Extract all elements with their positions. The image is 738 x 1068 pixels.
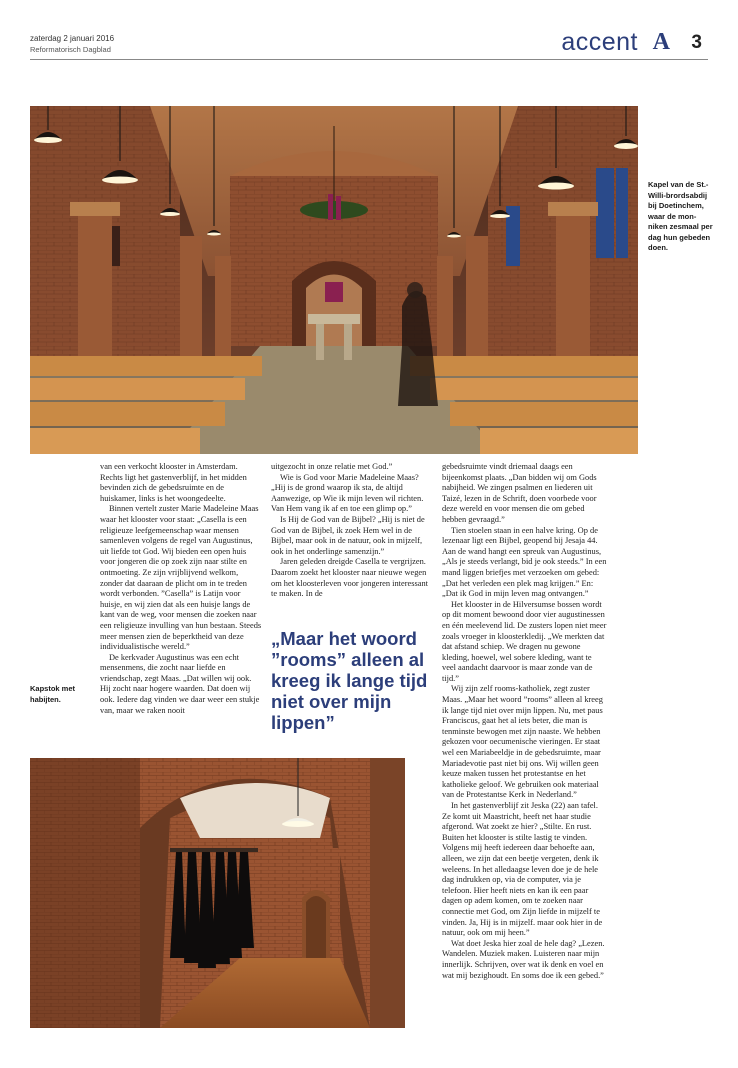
section-logo: A	[652, 29, 670, 55]
paragraph: De kerkvader Augustinus was een echt mensenmens, die zocht naar liefde en vriendschap, zegt Maas. „Dat willen wij ook. Hij zocht naar hogere waarden. Dat doen wij ook. Iedere dag vinden we daar weer een stukje van, maar we raken nooit	[100, 652, 260, 715]
chapel-caption: Kapel van de St.-Willi-brordsabdij bij Doetinchem, waar de mon-niken zesmaal per dag hun gebeden doen.	[648, 180, 713, 252]
paragraph: uitgezocht in onze relatie met God.”	[271, 462, 393, 471]
section-title: accent	[561, 28, 638, 56]
paragraph: van een verkocht klooster in Amsterdam. Rechts ligt het gastenverblijf, in het midden bevinden zich de gebedsruimte en de huiskamer, links is het woongedeelte.	[100, 462, 247, 503]
article-column-3	[442, 462, 607, 981]
paragraph: Wat doet Jeska hier zoal de hele dag? „Lezen. Wandelen. Muziek maken. Luisteren naar mijn innerlijk. Schrijven, over wat ik denk en voel en wat mij bezighoudt. En soms doe ik een gebed.”	[442, 938, 605, 980]
paragraph: Het klooster in de Hilversumse bossen wordt op dit moment bewoond door vier augustinessen en één meelevend lid. De zusters lopen niet meer zoals vroeger in kloosterkledij. „We merkten dat dat afstand schiep. We dragen nu gewone kleding, hoewel, wel sobere kleding, want te veel aandacht daarvoor is maar zonde van de tijd.”	[442, 599, 607, 683]
paragraph: Wij zijn zelf rooms-katholiek, zegt zuster Maas. „Maar het woord ”rooms” alleen al kreeg ik lange tijd niet over mijn lippen. Nu, met paus Franciscus, gaat het al iets beter, die man is tenminste bewogen met zijn naaste. We hebben gekozen voor oecumenische vieringen. Er staat wel een Mariabeeldje in de gebedsruimte, maar Mariadevotie past niet bij ons. Wij willen geen keuze maken tussen het protestantse en het katholieke geloof. We gebruiken ook materiaal van de Protestantse Kerk in Nederland.”	[442, 684, 603, 800]
masthead	[30, 30, 708, 60]
chapel-photo	[30, 106, 638, 454]
pull-quote: „Maar het woord ”rooms” alleen al kreeg ik lange tijd niet over mijn lippen”	[271, 628, 428, 733]
article-column-1	[100, 462, 262, 716]
paragraph: Tien stoelen staan in een halve kring. Op de lezenaar ligt een Bijbel, geopend bij Jesaja 44. Aan de wand hangt een spreuk van Augustinus, „Als je steeds verlangt, bid je ook steeds.” In een mand liggen briefjes met verzoeken om gebed: „Dat het verleden een plek mag krijgen.” En: „Dat ik God in mijn leven mag ontvangen.”	[442, 525, 607, 599]
newspaper-name: Reformatorisch Dagblad	[30, 45, 111, 54]
paragraph: In het gastenverblijf zit Jeska (22) aan tafel. Ze komt uit Maastricht, heeft net haar studie afgerond. Wat zoekt ze hier? „Stilte. En rust. Buiten het klooster is stilte lastig te vinden. Volgens mij heeft iedereen daar behoefte aan, alleen, we zijn dat een beetje vergeten, denk ik weleens. In het alledaagse leven doe je de hele dag indrukken op, via de computer, via je telefoon. Hier heeft niets en kan ik een paar dagen op adem komen, om te zoeken naar connectie met God, om Zijn liefde in mijzelf te vinden. Ja, Hij is in mijzelf. maar ook hier in de natuur, ook om mij heen.”	[442, 801, 603, 938]
paragraph: Binnen vertelt zuster Marie Madeleine Maas waar het klooster voor staat: „Casella is een religieuze leefgemeenschap waar mensen samenleven volgens de regel van Augustinus, uit liefde tot God. Wij bieden een open huis voor jongeren die op zoek zijn naar stilte en ontmoeting. Ze zijn vrijblijvend welkom, zonder dat daaraan de plicht om in te treden wordt verbonden. ”Casella” is Latijn voor huisje, en wij zien dat als een huisje langs de kant van de weg, voor mensen die zoeken naar een religieuze invulling van hun bestaan. Steeds meer mensen zien de beperktheid van deze individualistische wereld.”	[100, 504, 262, 652]
corridor-photo	[30, 758, 405, 1028]
page-number: 3	[691, 32, 702, 53]
paragraph: Jaren geleden dreigde Casella te vergrijzen. Daarom zoekt het klooster naar nieuwe wegen om het kloosterleven voor jongeren interessant te maken. In de	[271, 557, 428, 599]
paragraph: Is Hij de God van de Bijbel? „Hij is niet de God van de Bijbel, ik zoek Hem wel in de Bijbel, maar ook in de natuur, ook in mijzelf, ook in het onderlinge samenzijn.”	[271, 514, 425, 556]
coat-rack-caption: Kapstok met habijten.	[30, 684, 76, 704]
issue-date: zaterdag 2 januari 2016	[30, 34, 115, 43]
paragraph: gebedsruimte vindt driemaal daags een bijeenkomst plaats. „Dan bidden wij om Gods nabijheid. We zingen psalmen en liederen uit Taizé, lezen in de Schrift, doen voorbede voor deze wereld en voor mensen die om gebed hebben gevraagd.”	[442, 462, 597, 524]
paragraph: Wie is God voor Marie Madeleine Maas? „Hij is de grond waarop ik sta, de altijd Aanwezige, op Wie ik mijn leven wil richten. Van Hem vang ik af en toe een glimp op.”	[271, 472, 424, 514]
article-column-2	[271, 462, 433, 600]
